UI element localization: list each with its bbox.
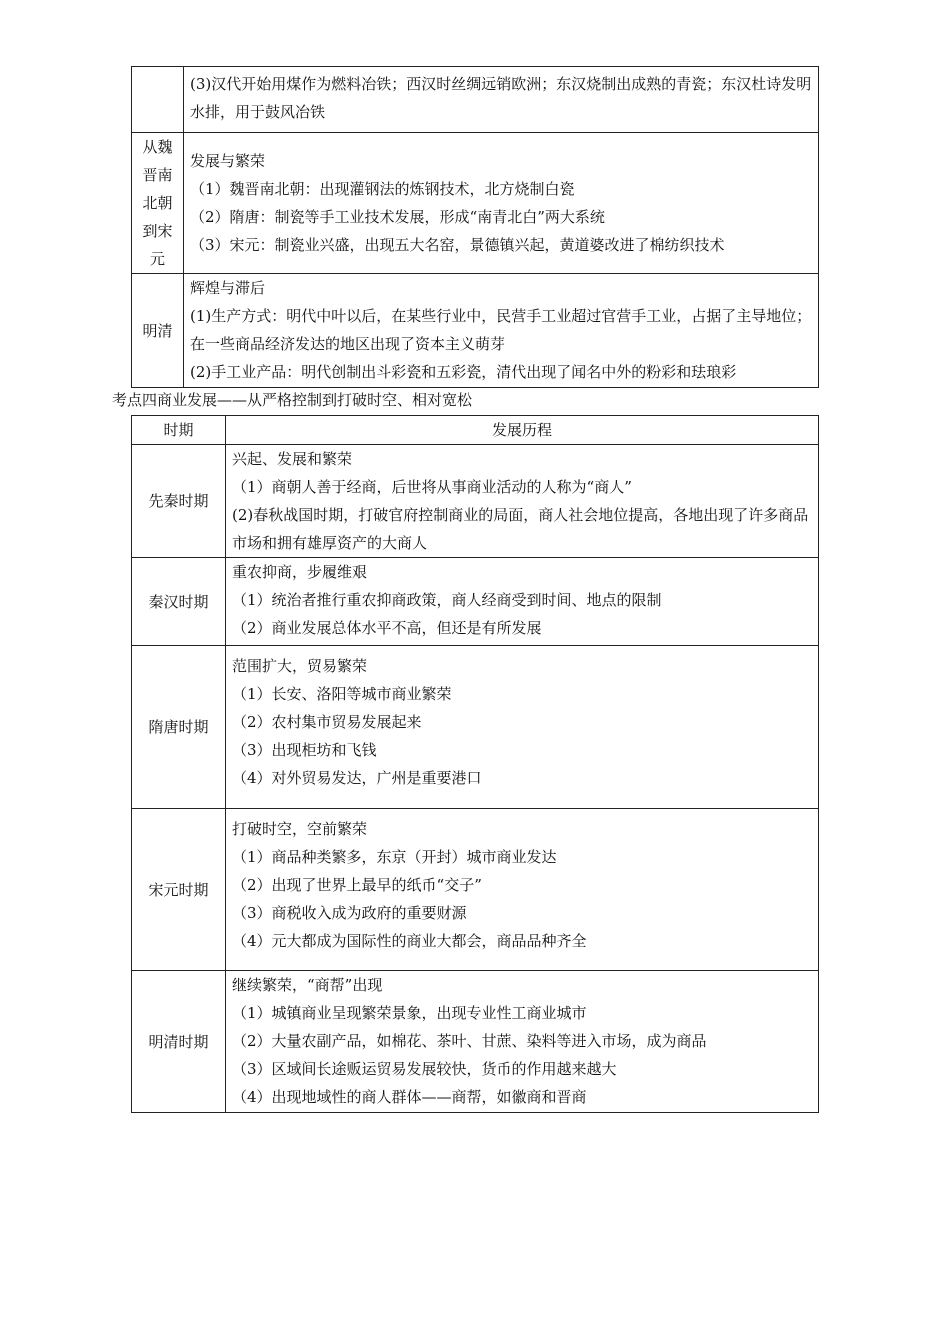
content-line: （1）商朝人善于经商，后世将从事商业活动的人称为“商人”	[232, 478, 632, 496]
content-line: (2)手工业产品：明代创制出斗彩瓷和五彩瓷，清代出现了闻名中外的粉彩和珐琅彩	[190, 363, 737, 381]
section-heading: 兴起、发展和繁荣	[232, 450, 353, 468]
period-cell	[132, 971, 226, 1113]
content-line: （2）出现了世界上最早的纸币“交子”	[232, 876, 482, 894]
table-row	[132, 133, 819, 274]
period-label: 秦汉时期	[148, 592, 209, 611]
table-row	[132, 274, 819, 388]
content-line: （2）商业发展总体水平不高，但还是有所发展	[232, 619, 542, 637]
table-row	[132, 558, 819, 646]
period-label: 明清	[142, 321, 173, 340]
content-cell	[184, 274, 819, 388]
section-heading: 继续繁荣，“商帮”出现	[232, 976, 383, 994]
content-line: （3）商税收入成为政府的重要财源	[232, 904, 467, 922]
period-cell	[132, 133, 184, 274]
period-cell	[132, 809, 226, 971]
period-label: 从魏晋南北朝到宋元	[142, 138, 173, 268]
table-row	[132, 67, 819, 133]
table-row	[132, 809, 819, 971]
period-label: 明清时期	[148, 1032, 209, 1051]
content-line: （1）商品种类繁多，东京（开封）城市商业发达	[232, 848, 557, 866]
period-cell	[132, 445, 226, 558]
section-heading: 发展与繁荣	[190, 152, 266, 170]
section-caption: 考点四商业发展——从严格控制到打破时空、相对宽松	[112, 391, 473, 409]
period-cell	[132, 646, 226, 809]
table-row	[132, 971, 819, 1113]
content-cell	[226, 558, 819, 646]
content-line: (1)生产方式：明代中叶以后，在某些行业中，民营手工业超过官营手工业，占据了主导地位；在一些商品经济发达的地区出现了资本主义萌芽	[190, 307, 812, 353]
section-heading: 范围扩大，贸易繁荣	[232, 657, 368, 675]
period-cell	[132, 558, 226, 646]
content-cell	[226, 646, 819, 809]
period-cell	[132, 67, 184, 133]
content-line: （3）宋元：制瓷业兴盛，出现五大名窑，景德镇兴起，黄道婆改进了棉纺织技术	[190, 236, 725, 254]
content-line: （1）魏晋南北朝：出现灌钢法的炼钢技术，北方烧制白瓷	[190, 180, 575, 198]
content-cell	[226, 971, 819, 1113]
content-line: （4）出现地域性的商人群体——商帮，如徽商和晋商	[232, 1088, 587, 1106]
content-cell	[184, 67, 819, 133]
content-line: (3)汉代开始用煤作为燃料冶铁；西汉时丝绸远销欧洲；东汉烧制出成熟的青瓷；东汉杜诗发明水排，用于鼓风冶铁	[190, 75, 812, 121]
header-content: 发展历程	[226, 416, 819, 445]
content-line: （2）隋唐：制瓷等手工业技术发展，形成“南青北白”两大系统	[190, 208, 605, 226]
content-line: （3）出现柜坊和飞钱	[232, 741, 377, 759]
content-line: （3）区域间长途贩运贸易发展较快，货币的作用越来越大	[232, 1060, 617, 1078]
section-heading: 辉煌与滞后	[190, 279, 266, 297]
header-period: 时期	[132, 416, 226, 445]
content-line: （1）长安、洛阳等城市商业繁荣	[232, 685, 452, 703]
section-heading: 重农抑商，步履维艰	[232, 563, 368, 581]
content-line: （2）大量农副产品，如棉花、茶叶、甘蔗、染料等进入市场，成为商品	[232, 1032, 707, 1050]
table-row	[132, 646, 819, 809]
content-line: （2）农村集市贸易发展起来	[232, 713, 422, 731]
content-cell	[226, 809, 819, 971]
content-line: （1）统治者推行重农抑商政策，商人经商受到时间、地点的限制	[232, 591, 662, 609]
commerce-table	[131, 415, 819, 1113]
handicraft-table	[131, 66, 819, 388]
content-line: （1）城镇商业呈现繁荣景象，出现专业性工商业城市	[232, 1004, 587, 1022]
period-label: 先秦时期	[148, 492, 209, 510]
period-cell	[132, 274, 184, 388]
table-header-row	[132, 416, 819, 445]
table-row	[132, 445, 819, 558]
section-heading: 打破时空，空前繁荣	[232, 820, 368, 838]
period-label: 隋唐时期	[148, 718, 209, 736]
content-line: （4）对外贸易发达，广州是重要港口	[232, 769, 482, 787]
content-cell	[226, 445, 819, 558]
content-line: （4）元大都成为国际性的商业大都会，商品品种齐全	[232, 932, 587, 950]
period-label: 宋元时期	[148, 880, 209, 899]
content-line: (2)春秋战国时期，打破官府控制商业的局面，商人社会地位提高，各地出现了许多商品市场和拥有雄厚资产的大商人	[232, 506, 809, 552]
content-cell	[184, 133, 819, 274]
